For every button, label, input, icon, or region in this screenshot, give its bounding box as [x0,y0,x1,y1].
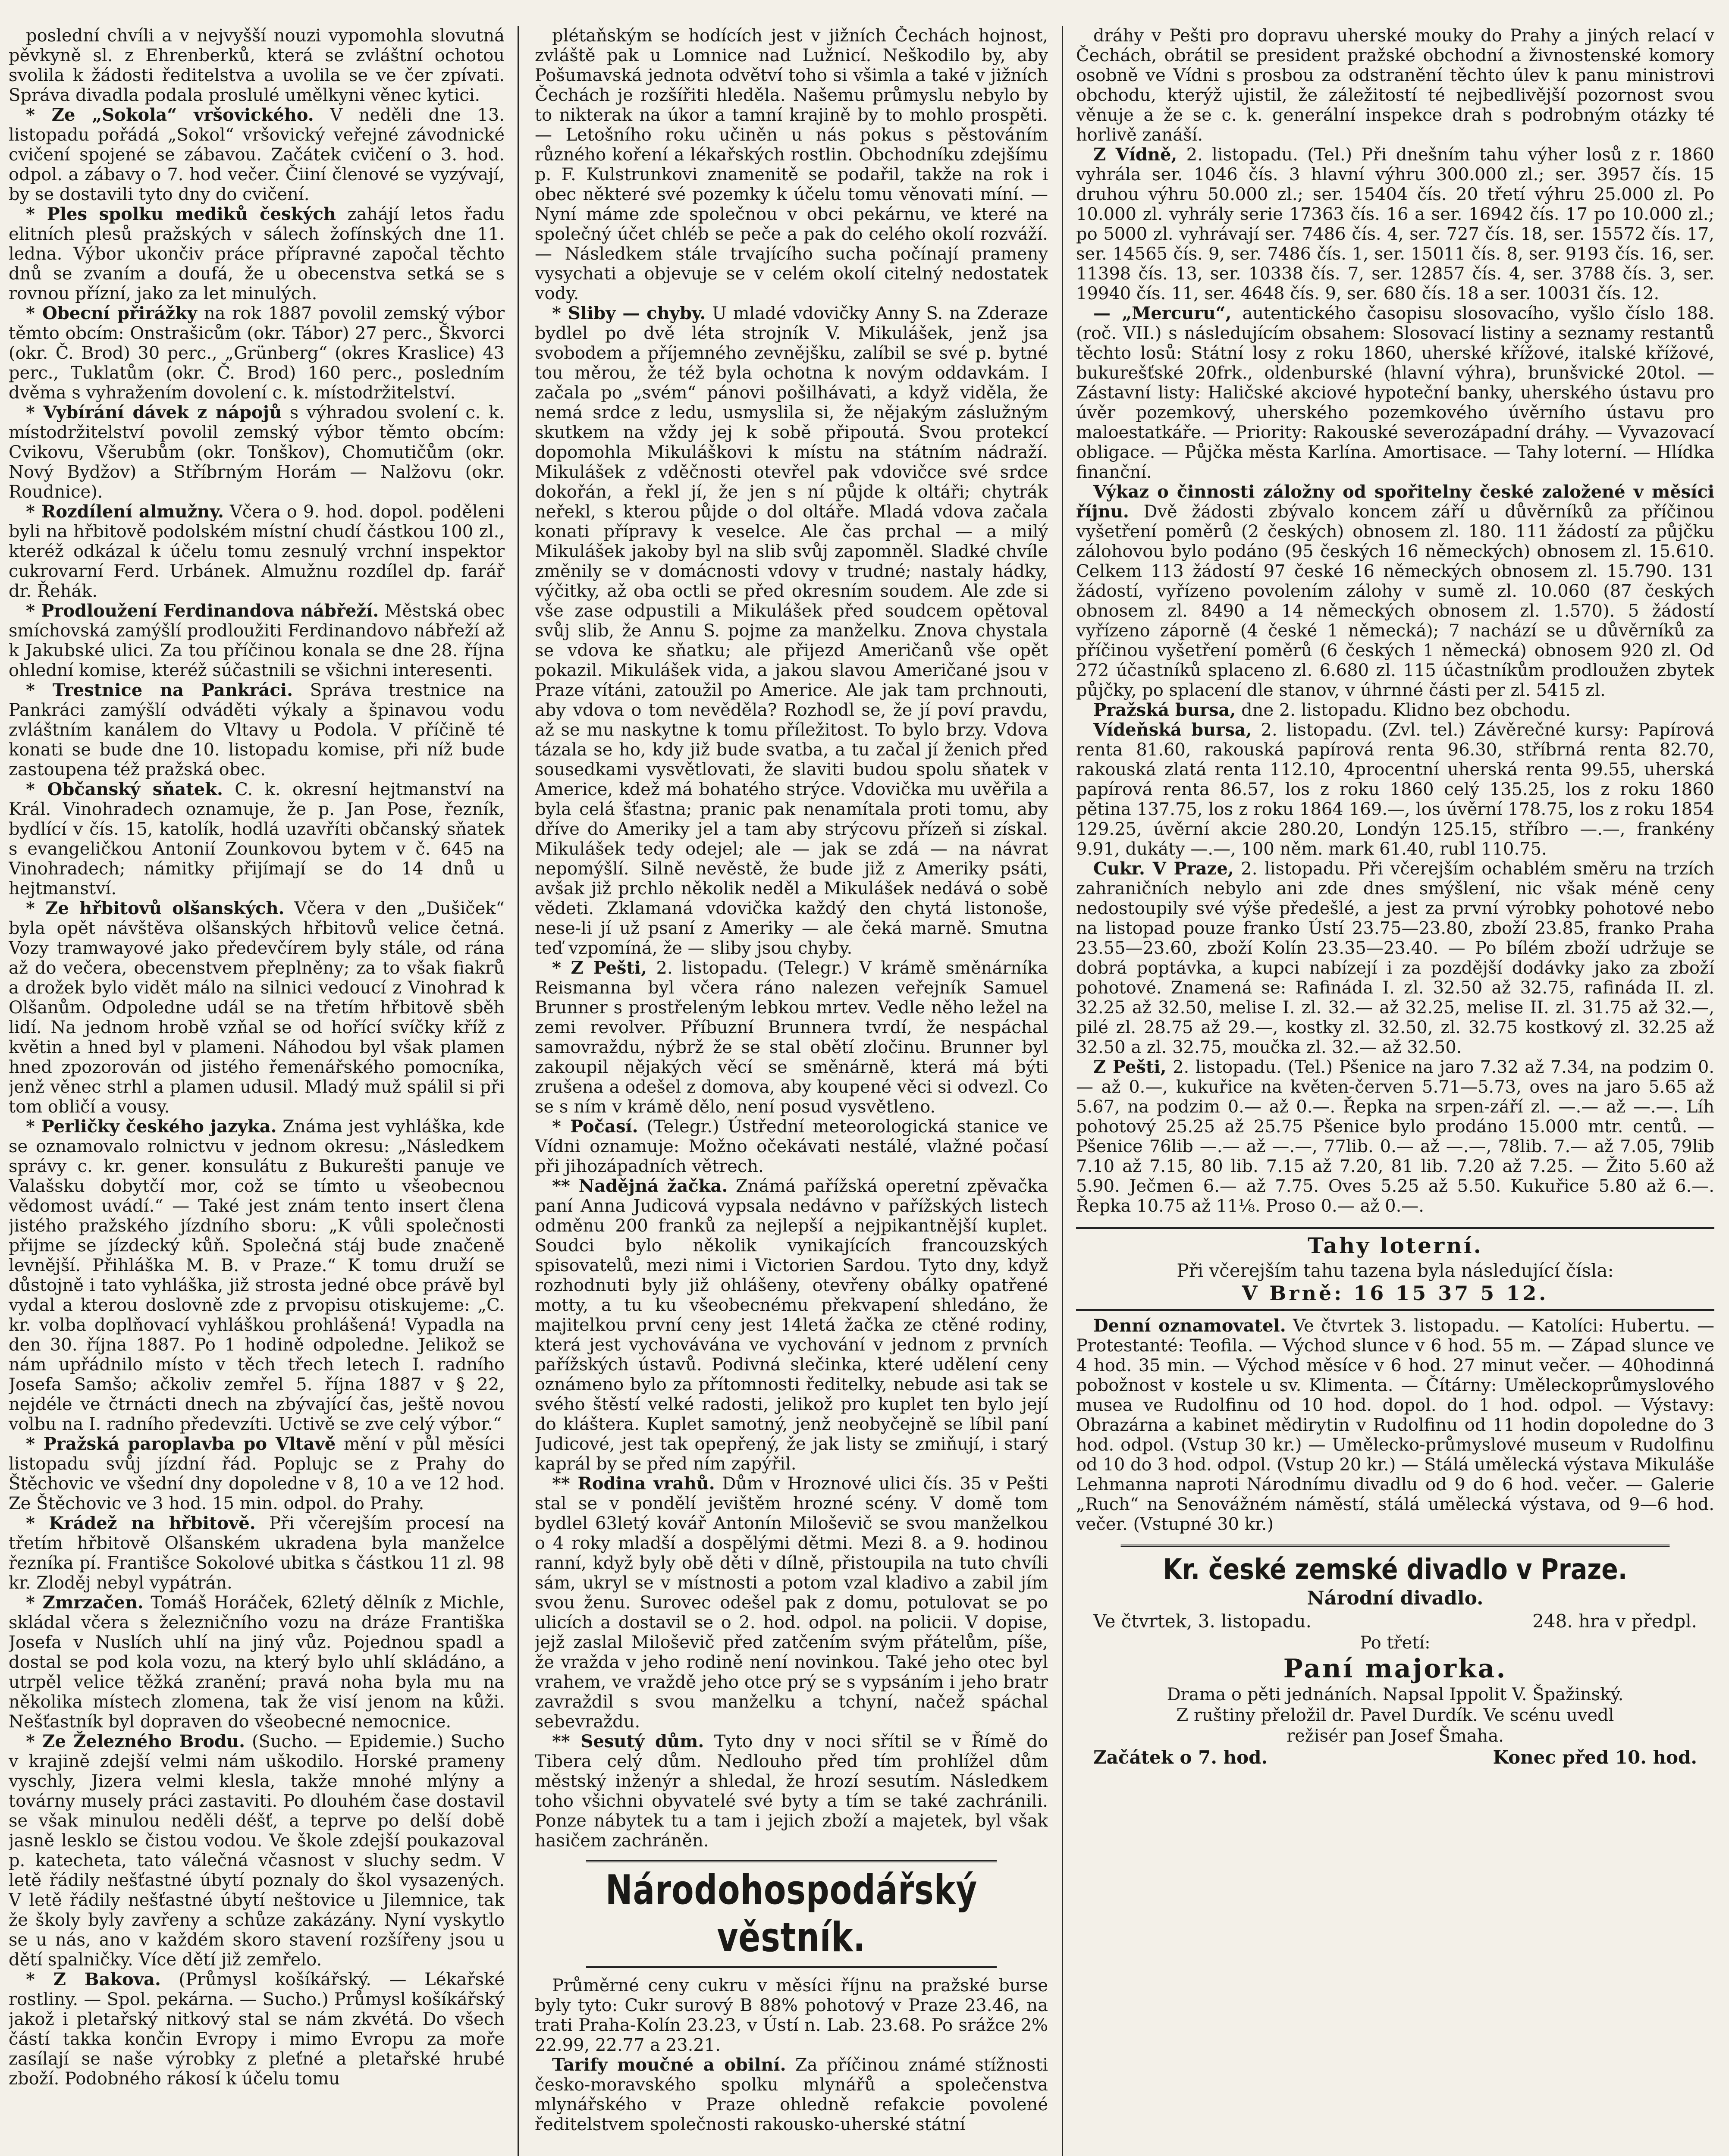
article-text: 2. listopadu. (Tel.) Pšenice na jaro 7.32 až 7.34, na podzim 0.— až 0.—, kukuřice na květen-červen 5.71—5.73, oves na jaro 5.65 až 5.67, na podzim 0.— až 0.—. Řepka na srpen-září zl. —.— až —.—. Líh pohotový 25.25 až 25.75 Pšenice bylo prodáno 15.000 mtr. centů. — Pšenice 76lib —.— až —.—, 77lib. 0.— až —.—, 78lib. 7.— až 7.05, 79lib 7.10 až 7.15, 80 lib. 7.15 až 7.20, 81 lib. 7.20 až 7.25. — Žito 5.60 až 5.90. Ječmen 6.— až 7.75. Oves 5.25 až 5.50. Kukuřice 5.80 až 6.—. Řepka 10.75 až 11⅛. Proso 0.— až 0.—. [1076,1057,1714,1216]
column-middle-articles [535,26,1048,1851]
theatre-subscription: 248. hra v předpl. [1532,1611,1697,1632]
column-divider [1062,26,1063,2156]
article [535,1176,1048,1474]
article-text: Ve čtvrtek 3. listopadu. — Katolíci: Hubertu. — Protestanté: Teofila. — Východ slunce v 6 hod. 55 m. — Západ slunce ve 4 hod. 35 min. — Východ měsíce v 6 hod. 27 minut večer. — 40hodinná pobožnost v kostele u sv. Klimenta. — Čítárny: Uměleckoprůmyslového musea ve Rudolfinu od 10 hod. dopol. do 1 hod. odpol. — Výstavy: Obrazárna a kabinet mědirytin v Rudolfinu od 11 hodin dopoledne do 3 hod. odpol. (Vstup 30 kr.) — Umělecko-průmyslové museum v Rudolfinu od 10 do 3 hod. odpol. (Vstup 20 kr.) — Stálá umělecká výstava Mikuláše Lehmanna naproti Národnímu divadlu od 9 do 6 hod. večer. — Galerie „Ruch“ na Senovážném náměstí, stálá umělecká výstava, od 9—6 hod. večer. (Vstupné 30 kr.) [1076,1316,1714,1534]
article-text: Průměrné ceny cukru v měsíci říjnu na pražské burse byly tyto: Cukr surový B 88% pohotový v Praze 23.46, na trati Praha-Kolín 23.23, v Ústí n. Lab. 23.68. Po srážce 2% 22.99, 22.77 a 23.21. [535,1976,1048,2055]
article [9,1593,505,1732]
article-text: zahájí letos řadu elitních plesů pražských v sálech žofínských dne 11. ledna. Výbor ukončiv práce přípravné započal těchto dnů se zvaním a doufá, že u obecenstva setká se s rovnou přízní, jako za let minulých. [9,204,505,304]
theatre-performance-count: Po třetí: [1360,1633,1431,1653]
article-headline: * Rozdílení almužny. [26,501,224,522]
article-text: plétaňským se hodících jest v jižních Čechách hojnost, zvláště pak u Lomnice nad Lužnicí. Neškodilo by, aby Pošumavská jednota odvětví toho si všimla a také v jižních Čechách je rozšířiti hleděla. Našemu průmyslu nebylo by to nikterak na úkor a tamní krajině by to mohlo prospěti. — Letošního roku učiněn u nás pokus s pěstováním různého koření a lékařských rostlin. Obchodníku zdejšímu p. F. Kulstrunkovi znamenitě se podařil, takže na rok i obec některé své pozemky k účelu tomu věnovati míní. — Nyní máme zde společnou v obci pekárnu, ve které na společný účet chléb se peče a pak do celého okolí rozváží. — Následkem stále trvajícího sucha počínají prameny vysychati a objevuje se v celém okolí citelný nedostatek vody. [535,26,1048,304]
article-headline: Denní oznamovatel. [1093,1316,1286,1336]
article-headline: — „Mercuru“, [1093,303,1232,323]
article-headline: * Občanský sňatek. [26,779,223,799]
section-banner-narodohospodarsky: Národohospodářský věstník. [586,1860,997,1968]
article-headline: Vídeňská bursa, [1093,720,1252,740]
article-headline: ** Nadějná žačka. [552,1176,728,1196]
article [9,1970,505,2089]
article [1076,720,1714,859]
article-headline: * Pražská paroplavba po Vltavě [26,1434,336,1454]
article [535,1976,1048,2055]
article-headline: * Počasí. [552,1116,638,1137]
article-text: (Sucho. — Epidemie.) Sucho v krajině zdejší velmi nám uškodilo. Horské prameny vyschly, Jizera velmi klesla, takže mnohé mlýny a továrny musely práci zastaviti. Po dlouhém čase dostavil se však minulou neděli déšť, a teprve po delší době jasně lesklo se čistou vodou. Ve škole zdejší poukazoval p. katecheta, tato válečná včasnost v sluchy sedm. V letě řádily nešťastné úbytí poznaly do škol vysazených. V letě řádily nešťastné úbytí neštovice u Jilemnice, tak že školy byly zavřeny a schůze zakázány. Nyní vyskytlo se u nás, ano v každém skoro stavení rozšířeny jsou u dětí spalničky. Více dětí již zemřelo. [9,1732,505,1970]
column-middle [535,26,1048,2156]
article-text: Tyto dny v noci sřítil se v Římě do Tibera celý dům. Nedlouho před tím prohlížel dům městský inženýr a shledal, že hrozí sesutím. Následkem toho všichni obyvatelé své byty a tím se také zachránili. Ponze nábytek tu a tam i jejich zboží a majetek, byl však hasičem zachráněn. [535,1732,1048,1851]
article-text: C. k. okresní hejtmanství na Král. Vinohradech oznamuje, že p. Jan Pose, řezník, bydlící v čís. 15, katolík, hodlá uzavříti občanský sňatek s evangeličkou Antonií Zounkovou bytem v č. 645 na Vinohradech; námitky přijímají se do 14 dnů u hejtmanství. [9,780,505,899]
article-headline: ** Rodina vrahů. [552,1473,715,1494]
article [535,1732,1048,1851]
theatre-box [1076,1545,1714,1769]
column-middle-economy-articles [535,1976,1048,2134]
article-text: Městská obec smíchovská zamýšlí prodloužiti Ferdinandovo nábřeží až k Jakubské ulici. Za tou příčinou konala se dne 28. října ohlední komise, kteréž súčastnili se všichni interesenti. [9,601,505,680]
theatre-subtitle: Národní divadlo. [1307,1587,1484,1609]
article-text: Dům v Hroznové ulici čís. 35 v Pešti stal se v pondělí jevištěm hrozné scény. V domě tom bydlel 63letý kovář Antonín Miloševič se svou manželkou o 4 roky mladší a dospělými dětmi. Mezi 8. a 9. hodinou ranní, když byly obě děti v dílně, přistoupila na tuto chvíli sám, ukryl se v místnosti a potom vzal kladivo a zabil jím svou ženu. Surovec odešel pak z domu, potulovat se po ulicích a dostavil se o 2. hod. odpol. na policii. V dopise, jejž zaslal Miloševič před zatčením svým přátelům, píše, že vražda v jeho rodině není novinkou. Také jeho otec byl vrahem, ve vraždě jeho otce prý se s vypsáním i jeho bratr zavraždil s svou manželku a tchyní, načež spáchal sebevraždu. [535,1474,1048,1732]
article-headline: * Obecní přirážky [26,303,197,323]
article-headline: * Z Bakova. [26,1969,161,1990]
article [1076,304,1714,482]
article-headline: * Ples spolku mediků českých [26,204,336,224]
article [1076,859,1714,1057]
article [9,1514,505,1593]
article [1076,26,1714,145]
article-text: Dvě žádosti zbývalo koncem září u důvěrníků za příčinou vyšetření poměrů (2 českých) obnosem zl. 180. 111 žádostí za půjčku zálohovou bylo podáno (95 českých 16 německých) obnosem zl. 15.610. Celkem 113 žádostí 97 české 16 německých obnosem zl. 15.790. 131 žádostí, vyřízeno povolením zálohy v sumě zl. 10.060 (87 českých obnosem zl. 8490 a 14 německých obnosem zl. 1.570). 5 žádostí vyřízeno záporně (4 české 1 německá); 7 nachází se u důvěrníků za příčinou vyšetření poměrů (6 českých 1 německá) obnosem 920 zl. Od 272 účastníků splaceno zl. 6.680 zl. 115 účastníkům prodloužen zbytek půjčky, po splacení dle stanov, v úhrnné části per zl. 5415 zl. [1076,502,1714,700]
article-text: poslední chvíli a v nejvyšší nouzi vypomohla slovutná pěvkyně sl. z Ehrenberků, která se zvláštní ochotou svolila k žádosti ředitelstva a uvolila se ve čer zpívati. Správa divadla podala proslulé umělkyni věnec kytici. [9,26,505,105]
article [1076,700,1714,720]
article [1076,145,1714,304]
theatre-start: Začátek o 7. hod. [1093,1747,1268,1768]
article-text: 2. listopadu. Při včerejším ochablém směru na trzích zahraničních nebylo ani zde dnes smýšlení, nic však méně ceny nedostoupily své výše předešlé, a jest za první výrobky pohotové nebo na listopad pouze franko Ústí 23.75—23.80, zboží 23.85, franko Praha 23.55—23.60, zboží Kolín 23.35—23.40. — Po bílém zboží udržuje se dobrá poptávka, a kupci nabízejí i za pozdější dodávky jako za zboží pohotové. Znamená se: Rafináda I. zl. 32.50 až 32.75, rafináda II. zl. 32.25 až 32.50, melise I. zl. 32.— až 32.25, melise II. zl. 31.75 až 32.—, pilé zl. 28.75 až 29.—, kostky zl. 32.50, zl. 32.75 kostkový zl. 32.25 až 32.50 a zl. 32.75, moučka zl. 32.— až 32.50. [1076,859,1714,1057]
article-headline: * Vybírání dávek z nápojů [26,402,282,423]
article [9,680,505,780]
article-text: s výhradou svolení c. k. místodržitelství povolil zemský výbor těmto obcím: Cvikovu, Všerubům (okr. Tonškov), Chomutičům (okr. Nový Bydžov) a Stříbrným Horám — Nalžovu (okr. Roudnice). [9,403,505,502]
article [535,304,1048,958]
article-headline: ** Sesutý dům. [552,1731,704,1752]
article-headline: * Prodloužení Ferdinandova nábřeží. [26,601,379,621]
article [1076,1057,1714,1216]
theatre-desc-2: Z ruštiny přeložil dr. Pavel Durdík. Ve scénu uvedl [1176,1705,1614,1725]
article-headline: * Krádež na hřbitově. [26,1513,256,1533]
theatre-title: Kr. české zemské divadlo v Praze. [1121,1545,1670,1587]
article [9,1434,505,1514]
column-left [9,26,505,2156]
article-headline: Z Pešti, [1093,1057,1167,1077]
article [9,601,505,680]
article [9,304,505,403]
daily-announcer [1076,1316,1714,1534]
article-headline: * Perličky českého jazyka. [26,1116,277,1137]
article [1076,1316,1714,1534]
article-text: 2. listopadu. (Telegr.) V krámě směnárníka Reismanna byl včera ráno nalezen veřejník Samuel Brunner s prostřeleným lebkou mrtev. Vedle něho ležel na zemi revolver. Příbuzní Brunnera tvrdí, že nespáchal samovraždu, nýbrž že se stal obětí zločinu. Brunner byl zakoupil nějakých věcí se směnárně, která má býti zrušena a odešel z domova, aby koupené věci si odvezl. Co se s ním v krámě dělo, není posud vysvětleno. [535,958,1048,1117]
article-text: Včera v den „Dušiček“ byla opět návštěva olšanských hřbitovů velice četná. Vozy tramwayové jako předevčírem byly stále, od rána až do večera, obecenstvem přeplněny; za to však fiakrů a drožek bylo vidět málo na silnici vedoucí z Vinohrad k Olšanům. Odpoledne udál se na třetím hřbitově sběh lidí. Na jednom hrobě vzňal se od hořící svíčky kříž z květin a hned byl v plameni. Náhodou byl však plamen hned zpozorován od jistého řemenářského pomocníka, jenž věnec strhl a plamen udusil. Mladý muž spálil si při tom obličí a vousy. [9,899,505,1117]
article-text: Známa jest vyhláška, kde se oznamovalo rolnictvu v jednom okresu: „Následkem správy c. kr. gener. konsulátu z Bukurešti panuje ve Valašsku dobytčí mor, což se tímto u všeobecnou vědomost uvádí.“ — Také jest znám tento insert člena jistého pražského jízdního sboru: „K vůli společnosti přijme se jízdecký kůň. Společná stáj bude značeně levnější. Přihláška M. B. v Praze.“ K tomu druží se důstojně i tato vyhláška, již strosta jedné obce právě byl vydal a kterou doslovně zde z prvopisu otiskujeme: „C. kr. volba doplňovací vyhláškou prohlášená! Vypadla na den 30. října 1887. Po 1 hodině odpoledne. Jelikož se nám upřádnilo místo v těch třech letech I. radního Josefa Samšo; ačkoliv zemřel 5. října 1887 v § 22, nejdéle ve čtrnácti dnech na zbývající čas, ještě novou volbu na I. radního předevzíti. Uctivě se zve celý výbor.“ [9,1117,505,1434]
article-headline: * Z Pešti, [552,958,647,978]
article-text: dráhy v Pešti pro dopravu uherské mouky do Prahy a jiných relací v Čechách, obrátil se president pražské obchodní a živnostenské komory osobně ve Vídni s prosbou za odstranění těchto úlev k panu ministrovi obchodu, kterýž ujistil, že záležitostí té nejbedlivější pozornost svou věnuje a že se c. k. generální inspekce drah s podrobným otázky té horlivě zanáší. [1076,26,1714,145]
lottery-numbers [1076,1282,1714,1311]
lottery-number-list: 16 15 37 5 12. [1353,1282,1549,1305]
theatre-date-row [1076,1610,1714,1633]
article-headline: Z Vídně, [1093,144,1177,165]
article-text: dne 2. listopadu. Klidno bez obchodu. [1241,700,1571,720]
article-text: Známá pařížská operetní zpěvačka paní Anna Judicová vypsala nedávno v pařížských listech odměnu 200 franků za nejlepší a nejpikantnější kuplet. Soudci bylo několik vynikajících francouzských spisovatelů, mezi nimi i Victorien Sardou. Tyto dny, když rozhodnuti byly již ohlášeny, otevřeny obálky opatřené motty, a tu ku všeobecnému překvapení shledáno, že majitelkou první ceny jest 14letá žačka ze ctěné rodiny, která jest vychovávána ve vychování v jednom z prvních pařížských ústavů. Podivná slečinka, které udělení ceny oznámeno bylo za přítomnosti ředitelky, nebude asi tak se svého štěstí velké radosti, jelikož pro kuplet ten bylo její do kláštera. Kuplet samotný, jenž neobyčejně se líbil paní Judicové, jest tak opepřený, že jak listy se zmiňují, i starý kaprál by se před ním zapýřil. [535,1176,1048,1474]
article-headline: * Sliby — chyby. [552,303,706,323]
lottery-city: V Brně: [1242,1282,1344,1305]
article [535,1117,1048,1176]
article [9,1117,505,1434]
article [9,26,505,105]
article [9,105,505,204]
article-text: na rok 1887 povolil zemský výbor těmto obcím: Onstrašicům (okr. Tábor) 27 perc., Škvorci (okr. Č. Brod) 30 perc., „Grünberg“ (okres Kraslice) 43 perc., Tuklatům (okr. Č. Brod) 160 perc., posledním dvěma s vyhražením dovolení c. k. místodržitelství. [9,304,505,403]
article [535,1474,1048,1732]
theatre-desc-1: Drama o pěti jednáních. Napsal Ippolit V. Špažinský. [1167,1685,1624,1705]
lottery-intro: Při včerejším tahu tazena byla následující čísla: [1177,1260,1614,1281]
lottery-title: Tahy loterní. [1076,1227,1714,1258]
article-text: Správa trestnice na Pankráci zamýšlí odváděti výkaly a špinavou vodu zvláštním kanálem do Vltavy u Podola. V příčině té konati se bude dne 10. listopadu komise, při níž bude zastoupena též pražská obec. [9,680,505,780]
article [9,780,505,899]
article [535,2055,1048,2134]
article-text: 2. listopadu. (Tel.) Při dnešním tahu výher losů z r. 1860 vyhrála ser. 1046 čís. 3 hlavní výhru 300.000 zl.; ser. 3957 čís. 15 druhou výhru 50.000 zl.; ser. 15404 čís. 20 třetí výhru 25.000 zl. Po 10.000 zl. vyhrály serie 17363 čís. 16 a ser. 16942 čís. 17 po 10.000 zl.; po 5000 zl. vyhrávají ser. 7486 čís. 4, ser. 727 čís. 18, ser. 15572 čís. 17, ser. 14565 čís. 9, ser. 7486 čís. 1, ser. 15011 čís. 8, ser. 9193 čís. 16, ser. 11398 čís. 13, ser. 10338 čís. 7, ser. 12857 čís. 4, ser. 3788 čís. 3, ser. 19940 čís. 11, ser. 4648 čís. 9, ser. 680 čís. 18 a ser. 10031 čís. 12. [1076,145,1714,304]
article-text: autentického časopisu slosovacího, vyšlo číslo 188. (roč. VII.) s následujícím obsahem: Slosovací listiny a seznamy restantů těchto losů: Státní losy z roku 1860, uherské křížové, italské křížové, bukurešťské 20frk., oldenburské (hlavní výhra), brunšvické 20tol. — Zástavní listy: Haličské akciové hypoteční banky, uherského ústavu pro úvěr pozemkový, uherského pozemkového úvěrního ústavu pro maloestatkáře. — Priority: Rakouské severozápadní dráhy. — Vyvazovací obligace. — Půjčka města Karlína. Amortisace. — Tahy loterní. — Hlídka finanční. [1076,304,1714,482]
column-right-articles [1076,26,1714,1216]
article [535,958,1048,1117]
article-headline: * Ze „Sokola“ vršovického. [26,105,314,125]
article [1076,482,1714,700]
article-headline: * Zmrzačen. [26,1592,144,1613]
article-headline: Výkaz o činnosti záložny od spořitelny české založené v měsíci říjnu. [1076,482,1714,522]
article-text: U mladé vdovičky Anny S. na Zderaze bydlel po dvě léta strojník V. Mikulášek, jenž jsa svobodem a příjemného zevnějšku, zalíbil se své p. bytné tou měrou, že též byla ochotna k novým oddavkám. I začala po „svém“ pánovi pošilhávati, a když viděla, že nemá srdce z ledu, usmyslila si, že nějakým záslužným skutkem na vždy jej k sobě připoutá. Svou protekcí dopomohla Mikuláškovi k místu na státním nádraží. Mikulášek z vděčnosti otevřel pak vdovičce své srdce dokořán, a řekl jí, že jen s ní půjde k oltáři; chytrák neřekl, s kterou půjde o dol oltáře. Mladá vdova začala konati přípravy k veselce. Ale čas prchal — a milý Mikulášek jakoby byl na slib svůj zapomněl. Sladké chvíle změnily se v domácnosti vdovy v trudné; nastaly hádky, výčitky, až oba octli se před okresním soudem. Ale zde si vše zase odpustili a Mikulášek před soudcem opětoval svůj slib, že Annu S. pojme za manželku. Znova chystala se vdova ke sňatku; ale přijezd Američanů vše opět pokazil. Mikulášek vida, a jakou slavou Američané jsou v Praze vítáni, zatoužil po Americe. Ale jak tam prchnouti, aby vdova o tom nevěděla? Rozhodl se, že jí poví pravdu, až se mu naskytne k tomu příležitost. To bylo brzy. Vdova tázala se ho, kdy již bude svatba, a tu začal jí ženich před sousedkami vysvětlovati, že slaviti budou spolu sňatek v Americe, kdež má bohatého strýce. Vdovička mu uvěřila a byla celá šťastna; pranic pak nenamítala proti tomu, aby dříve do Ameriky jel a tam aby strýcovu přízeň si získal. Mikulášek tedy odejel; ale — jak se zdá — na návrat nepomýšlí. Silně nevěstě, že bude již z Ameriky psáti, avšak již prchlo několik neděl a Mikulášek nedává o sobě vědeti. Zklamaná vdovička každý den chytá listonoše, nese-li jí už psaní z Ameriky — ale čeká marně. Smutna teď vzpomíná, že — sliby jsou chyby. [535,304,1048,958]
article [9,403,505,502]
theatre-date: Ve čtvrtek, 3. listopadu. [1093,1611,1312,1632]
article [9,1732,505,1970]
theatre-play-title: Paní majorka. [1283,1654,1507,1684]
article-headline: * Ze Železného Brodu. [26,1731,245,1752]
article [9,204,505,304]
lottery-box [1076,1227,1714,1311]
article-text: mění v půl měsíci listopadu svůj jízdní řád. Poplujc se z Prahy do Štěchovic ve všední dny dopoledne v 8, 10 a ve 12 hod. Ze Štěchovic ve 3 hod. 15 min. odpol. do Prahy. [9,1434,505,1514]
article-text: Za příčinou známé stížnosti česko-moravského spolku mlynářů a společenstva mlynářského v Praze ohledně refakcie povolené ředitelstvem společnosti rakousko-uherské státní [535,2055,1048,2134]
theatre-desc-3: režisér pan Josef Šmaha. [1287,1726,1504,1746]
article-headline: * Trestnice na Pankráci. [26,680,293,700]
column-divider [518,26,519,2156]
article [535,26,1048,304]
column-right [1076,26,1714,2156]
article [9,899,505,1117]
article [9,502,505,601]
article-text: V neděli dne 13. listopadu pořádá „Sokol“ vršovický veřejné závodnické cvičení spojené se zábavou. Začátek cvičení o 3. hod. odpol. a zábavy o 7. hod večer. Čiiní členové se vyzývají, by se dostavili tyto dny do cvičení. [9,105,505,204]
article-text: Při včerejším procesí na třetím hřbitově Olšanském ukradena byla manželce řezníka pí. Františce Sokolové ubitka s částkou 11 zl. 98 kr. Zloděj nebyl vypátrán. [9,1514,505,1593]
article-headline: Tarify moučné a obilní. [552,2055,786,2075]
article-text: (Telegr.) Ústřední meteorologická stanice ve Vídni oznamuje: Možno očekávati nestálé, vlažné počasí při jihozápadních větrech. [535,1117,1048,1176]
theatre-end: Konec před 10. hod. [1493,1747,1697,1768]
article-headline: Pražská bursa, [1093,700,1236,720]
article-headline: Cukr. V Praze, [1093,859,1234,879]
article-headline: * Ze hřbitovů olšanských. [26,898,285,918]
theatre-times [1076,1746,1714,1769]
article-text: 2. listopadu. (Zvl. tel.) Závěrečné kursy: Papírová renta 81.60, rakouská papírová renta 96.30, stříbrná renta 82.70, rakouská zlatá renta 112.10, 4procentní uherská renta 99.55, uherská papírová renta 86.57, los z roku 1860 celý 135.25, los z roku 1860 pětina 137.75, los z roku 1864 169.—, los úvěrní 178.75, los z roku 1854 129.25, úvěrní akcie 280.20, Londýn 125.15, stříbro —.—, frankény 9.91, dukáty —.—, 100 něm. mark 61.40, rubl 110.75. [1076,720,1714,859]
article-text: Tomáš Horáček, 62letý dělník z Michle, skládal včera s železničního vozu na dráze Františka Josefa v Nuslích uhlí na jiný vůz. Pojednou spadl a dostal se pod kola vozu, na který bylo uhlí skládáno, a utrpěl velice těžká zranění; pravá noha byla mu na několika místech zlomena, tak že visí jenom na kůži. Nešťastník byl dopraven do všeobecné nemocnice. [9,1593,505,1732]
article-text: Včera o 9. hod. dopol. poděleni byli na hřbitově podolském místní chudí částkou 100 zl., kteréž odkázal k účelu tomu zesnulý vrchní inspektor cukrovarní Ferd. Urbánek. Almužnu rozdílel dp. farář dr. Řehák. [9,502,505,601]
article-text: (Průmysl košíkářský. — Lékařské rostliny. — Spol. pekárna. — Sucho.) Průmysl košíkářský jakož i pletařský nitkový stal se nám zkvétá. Do všech částí takka končin Evropy i mimo Evropu za moře zasílají se naše výrobky z pleťné a pletařské hrubé zboží. Podobného rákosí k účelu tomu [9,1970,505,2089]
